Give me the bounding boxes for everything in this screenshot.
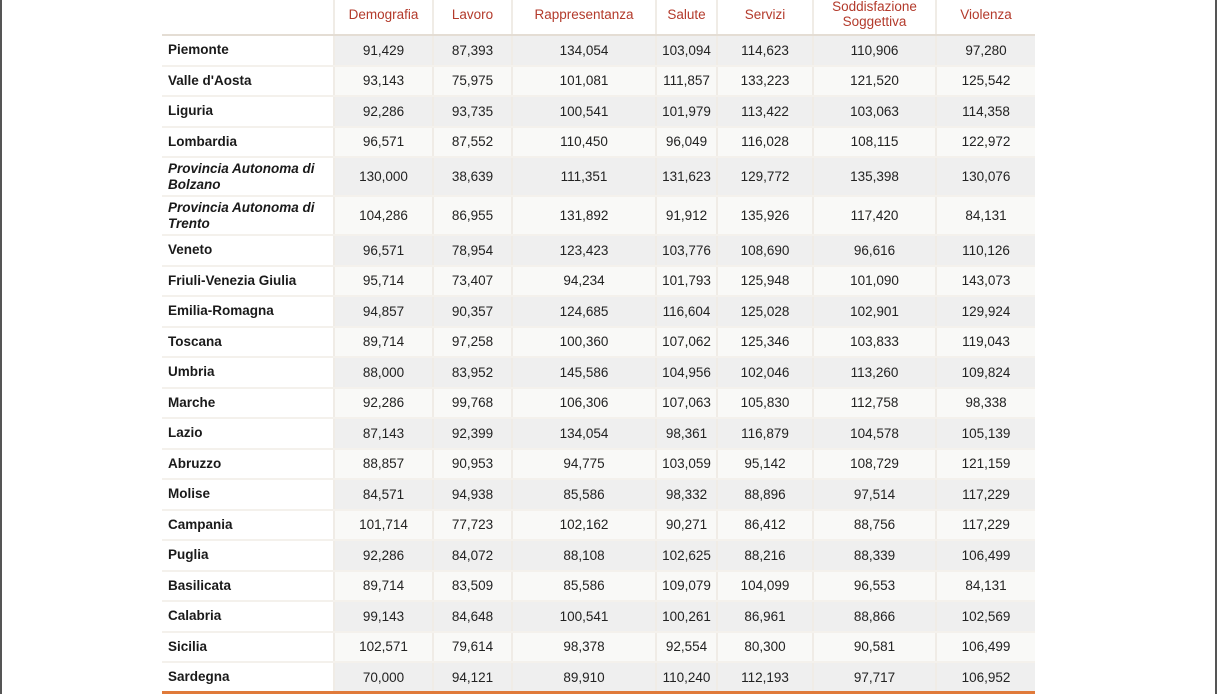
- value-cell: 85,586: [512, 479, 656, 510]
- value-cell: 92,554: [656, 632, 717, 663]
- value-cell: 98,338: [936, 388, 1035, 419]
- value-cell: 135,926: [717, 196, 813, 235]
- value-cell: 86,412: [717, 510, 813, 541]
- value-cell: 89,714: [334, 327, 433, 358]
- region-name-cell: Basilicata: [162, 571, 334, 602]
- value-cell: 121,159: [936, 449, 1035, 480]
- value-cell: 101,793: [656, 266, 717, 297]
- value-cell: 104,578: [813, 418, 936, 449]
- value-cell: 104,286: [334, 196, 433, 235]
- value-cell: 103,833: [813, 327, 936, 358]
- value-cell: 88,866: [813, 601, 936, 632]
- value-cell: 101,090: [813, 266, 936, 297]
- column-header-rappresentanza: Rappresentanza: [512, 0, 656, 35]
- value-cell: 88,857: [334, 449, 433, 480]
- value-cell: 135,398: [813, 157, 936, 196]
- table-row: [162, 662, 1035, 693]
- region-name-cell: Molise: [162, 479, 334, 510]
- region-name-cell: Toscana: [162, 327, 334, 358]
- value-cell: 97,258: [433, 327, 512, 358]
- table-row: [162, 571, 1035, 602]
- value-cell: 88,108: [512, 540, 656, 571]
- value-cell: 75,975: [433, 66, 512, 97]
- value-cell: 101,714: [334, 510, 433, 541]
- value-cell: 97,717: [813, 662, 936, 693]
- column-header-demografia: Demografia: [334, 0, 433, 35]
- region-name-cell: Piemonte: [162, 35, 334, 66]
- value-cell: 108,115: [813, 127, 936, 158]
- value-cell: 130,076: [936, 157, 1035, 196]
- value-cell: 134,054: [512, 418, 656, 449]
- value-cell: 87,552: [433, 127, 512, 158]
- value-cell: 101,081: [512, 66, 656, 97]
- region-name-cell: Abruzzo: [162, 449, 334, 480]
- value-cell: 103,094: [656, 35, 717, 66]
- value-cell: 78,954: [433, 235, 512, 266]
- value-cell: 89,714: [334, 571, 433, 602]
- value-cell: 83,952: [433, 357, 512, 388]
- value-cell: 84,571: [334, 479, 433, 510]
- column-header-lavoro: Lavoro: [433, 0, 512, 35]
- value-cell: 88,216: [717, 540, 813, 571]
- value-cell: 95,142: [717, 449, 813, 480]
- value-cell: 93,143: [334, 66, 433, 97]
- column-header-servizi: Servizi: [717, 0, 813, 35]
- value-cell: 102,046: [717, 357, 813, 388]
- value-cell: 110,126: [936, 235, 1035, 266]
- value-cell: 100,261: [656, 601, 717, 632]
- value-cell: 96,571: [334, 127, 433, 158]
- value-cell: 134,054: [512, 35, 656, 66]
- value-cell: 98,332: [656, 479, 717, 510]
- value-cell: 93,735: [433, 96, 512, 127]
- table-row: [162, 388, 1035, 419]
- value-cell: 129,772: [717, 157, 813, 196]
- value-cell: 94,938: [433, 479, 512, 510]
- value-cell: 100,541: [512, 601, 656, 632]
- value-cell: 102,571: [334, 632, 433, 663]
- value-cell: 113,260: [813, 357, 936, 388]
- value-cell: 86,955: [433, 196, 512, 235]
- value-cell: 84,131: [936, 571, 1035, 602]
- value-cell: 94,857: [334, 296, 433, 327]
- value-cell: 92,286: [334, 388, 433, 419]
- value-cell: 87,393: [433, 35, 512, 66]
- value-cell: 102,569: [936, 601, 1035, 632]
- region-name-cell: Campania: [162, 510, 334, 541]
- value-cell: 131,623: [656, 157, 717, 196]
- value-cell: 38,639: [433, 157, 512, 196]
- value-cell: 112,758: [813, 388, 936, 419]
- region-name-cell: Puglia: [162, 540, 334, 571]
- left-frame-border: [0, 0, 2, 694]
- value-cell: 106,306: [512, 388, 656, 419]
- value-cell: 107,063: [656, 388, 717, 419]
- table-row: [162, 327, 1035, 358]
- value-cell: 129,924: [936, 296, 1035, 327]
- value-cell: 112,193: [717, 662, 813, 693]
- value-cell: 105,830: [717, 388, 813, 419]
- value-cell: 108,729: [813, 449, 936, 480]
- value-cell: 100,360: [512, 327, 656, 358]
- region-name-cell: Veneto: [162, 235, 334, 266]
- region-name-cell: Sicilia: [162, 632, 334, 663]
- value-cell: 109,824: [936, 357, 1035, 388]
- value-cell: 77,723: [433, 510, 512, 541]
- value-cell: 117,420: [813, 196, 936, 235]
- region-name-cell: Emilia-Romagna: [162, 296, 334, 327]
- value-cell: 103,059: [656, 449, 717, 480]
- header-row: [162, 0, 1035, 35]
- value-cell: 96,571: [334, 235, 433, 266]
- value-cell: 107,062: [656, 327, 717, 358]
- value-cell: 106,499: [936, 632, 1035, 663]
- table-row: [162, 510, 1035, 541]
- value-cell: 110,240: [656, 662, 717, 693]
- value-cell: 90,271: [656, 510, 717, 541]
- value-cell: 116,604: [656, 296, 717, 327]
- value-cell: 90,953: [433, 449, 512, 480]
- region-name-cell: Provincia Autonoma di Bolzano: [162, 157, 334, 196]
- value-cell: 122,972: [936, 127, 1035, 158]
- table-row: [162, 127, 1035, 158]
- value-cell: 89,910: [512, 662, 656, 693]
- value-cell: 84,072: [433, 540, 512, 571]
- value-cell: 96,553: [813, 571, 936, 602]
- value-cell: 116,028: [717, 127, 813, 158]
- value-cell: 91,429: [334, 35, 433, 66]
- value-cell: 103,063: [813, 96, 936, 127]
- value-cell: 88,756: [813, 510, 936, 541]
- value-cell: 84,131: [936, 196, 1035, 235]
- value-cell: 116,879: [717, 418, 813, 449]
- region-name-cell: Friuli-Venezia Giulia: [162, 266, 334, 297]
- value-cell: 143,073: [936, 266, 1035, 297]
- table-body: [162, 35, 1035, 693]
- value-cell: 88,339: [813, 540, 936, 571]
- value-cell: 121,520: [813, 66, 936, 97]
- region-name-cell: Sardegna: [162, 662, 334, 693]
- table-row: [162, 157, 1035, 196]
- value-cell: 97,514: [813, 479, 936, 510]
- region-name-cell: Marche: [162, 388, 334, 419]
- value-cell: 111,857: [656, 66, 717, 97]
- value-cell: 80,300: [717, 632, 813, 663]
- region-name-cell: Provincia Autonoma di Trento: [162, 196, 334, 235]
- table-row: [162, 235, 1035, 266]
- value-cell: 88,000: [334, 357, 433, 388]
- table-row: [162, 296, 1035, 327]
- value-cell: 106,952: [936, 662, 1035, 693]
- table-row: [162, 540, 1035, 571]
- value-cell: 90,357: [433, 296, 512, 327]
- value-cell: 92,286: [334, 540, 433, 571]
- table-row: [162, 35, 1035, 66]
- table-row: [162, 479, 1035, 510]
- value-cell: 102,162: [512, 510, 656, 541]
- table-row: [162, 632, 1035, 663]
- value-cell: 117,229: [936, 479, 1035, 510]
- value-cell: 79,614: [433, 632, 512, 663]
- value-cell: 99,768: [433, 388, 512, 419]
- value-cell: 124,685: [512, 296, 656, 327]
- table-row: [162, 196, 1035, 235]
- region-name-cell: Lazio: [162, 418, 334, 449]
- value-cell: 91,912: [656, 196, 717, 235]
- value-cell: 87,143: [334, 418, 433, 449]
- value-cell: 114,623: [717, 35, 813, 66]
- value-cell: 96,616: [813, 235, 936, 266]
- value-cell: 94,234: [512, 266, 656, 297]
- value-cell: 95,714: [334, 266, 433, 297]
- value-cell: 102,625: [656, 540, 717, 571]
- table-row: [162, 266, 1035, 297]
- value-cell: 101,979: [656, 96, 717, 127]
- value-cell: 94,775: [512, 449, 656, 480]
- value-cell: 85,586: [512, 571, 656, 602]
- value-cell: 125,542: [936, 66, 1035, 97]
- value-cell: 104,099: [717, 571, 813, 602]
- column-header-violenza: Violenza: [936, 0, 1035, 35]
- value-cell: 92,286: [334, 96, 433, 127]
- value-cell: 97,280: [936, 35, 1035, 66]
- value-cell: 96,049: [656, 127, 717, 158]
- value-cell: 103,776: [656, 235, 717, 266]
- table-row: [162, 66, 1035, 97]
- value-cell: 90,581: [813, 632, 936, 663]
- table-row: [162, 357, 1035, 388]
- value-cell: 125,346: [717, 327, 813, 358]
- table-row: [162, 601, 1035, 632]
- value-cell: 110,450: [512, 127, 656, 158]
- value-cell: 133,223: [717, 66, 813, 97]
- value-cell: 131,892: [512, 196, 656, 235]
- value-cell: 111,351: [512, 157, 656, 196]
- value-cell: 92,399: [433, 418, 512, 449]
- value-cell: 105,139: [936, 418, 1035, 449]
- value-cell: 86,961: [717, 601, 813, 632]
- value-cell: 114,358: [936, 96, 1035, 127]
- column-header-soddisfazione-soggettiva: Soddisfazione Soggettiva: [813, 0, 936, 35]
- value-cell: 109,079: [656, 571, 717, 602]
- value-cell: 84,648: [433, 601, 512, 632]
- table-row: [162, 96, 1035, 127]
- value-cell: 123,423: [512, 235, 656, 266]
- region-name-cell: Valle d'Aosta: [162, 66, 334, 97]
- value-cell: 117,229: [936, 510, 1035, 541]
- value-cell: 100,541: [512, 96, 656, 127]
- value-cell: 99,143: [334, 601, 433, 632]
- value-cell: 130,000: [334, 157, 433, 196]
- region-column-header: [162, 0, 334, 35]
- value-cell: 73,407: [433, 266, 512, 297]
- value-cell: 145,586: [512, 357, 656, 388]
- value-cell: 119,043: [936, 327, 1035, 358]
- value-cell: 108,690: [717, 235, 813, 266]
- value-cell: 98,361: [656, 418, 717, 449]
- value-cell: 106,499: [936, 540, 1035, 571]
- value-cell: 125,028: [717, 296, 813, 327]
- data-table-container: [162, 0, 1035, 694]
- value-cell: 70,000: [334, 662, 433, 693]
- value-cell: 88,896: [717, 479, 813, 510]
- column-header-salute: Salute: [656, 0, 717, 35]
- region-name-cell: Liguria: [162, 96, 334, 127]
- value-cell: 104,956: [656, 357, 717, 388]
- value-cell: 83,509: [433, 571, 512, 602]
- regional-index-table: [162, 0, 1035, 694]
- table-row: [162, 418, 1035, 449]
- value-cell: 110,906: [813, 35, 936, 66]
- table-row: [162, 449, 1035, 480]
- value-cell: 98,378: [512, 632, 656, 663]
- region-name-cell: Umbria: [162, 357, 334, 388]
- value-cell: 102,901: [813, 296, 936, 327]
- value-cell: 94,121: [433, 662, 512, 693]
- region-name-cell: Calabria: [162, 601, 334, 632]
- region-name-cell: Lombardia: [162, 127, 334, 158]
- value-cell: 113,422: [717, 96, 813, 127]
- value-cell: 125,948: [717, 266, 813, 297]
